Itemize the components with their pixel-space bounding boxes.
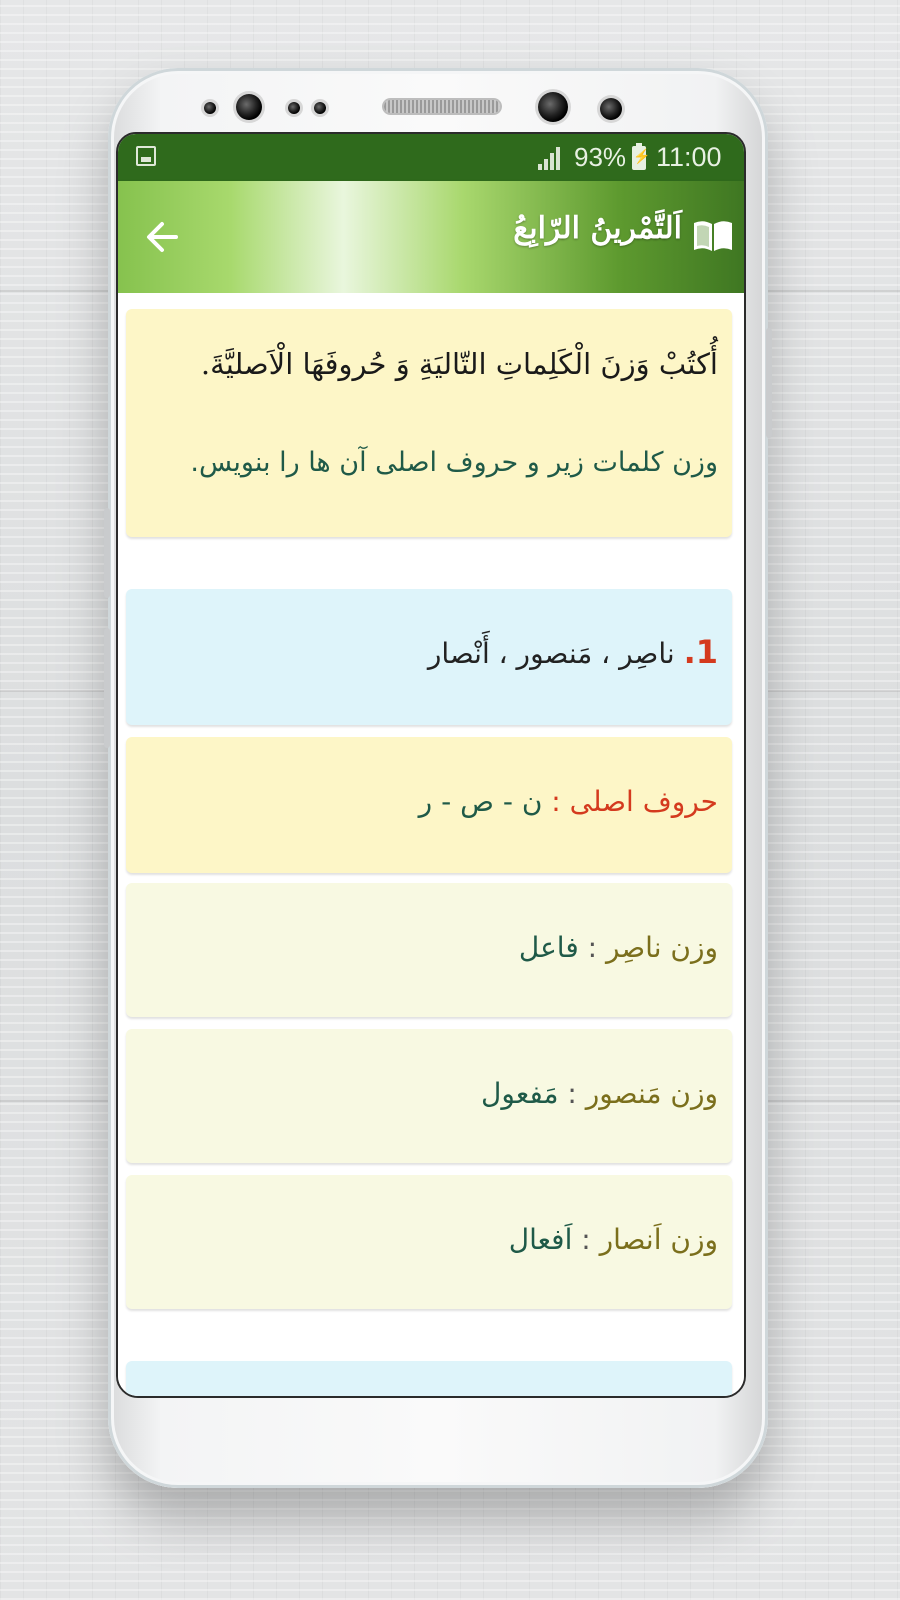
next-question-card[interactable] — [126, 1361, 732, 1398]
front-camera — [538, 92, 568, 122]
roots-answer-card[interactable] — [126, 737, 732, 873]
image-notification-icon — [136, 146, 156, 166]
arrow-left-icon — [142, 217, 182, 257]
bixby-button — [104, 628, 110, 748]
weight-line — [509, 1223, 718, 1256]
roots-separator: : — [542, 785, 570, 818]
instruction-persian: وزن کلمات زیر و حروف اصلی آن ها را بنویس. — [190, 447, 718, 478]
power-button — [766, 328, 772, 438]
iris-camera — [600, 98, 622, 120]
weight-line — [519, 931, 718, 964]
exercise-content — [118, 293, 744, 1396]
light-sensor — [288, 102, 300, 114]
weight-separator: : — [572, 1223, 600, 1256]
question-card[interactable] — [126, 589, 732, 725]
battery-percent: 93% — [574, 142, 627, 172]
weight-answer-card[interactable] — [126, 1029, 732, 1163]
status-bar — [118, 134, 744, 181]
weight-answer-card[interactable] — [126, 1175, 732, 1309]
question-number: 1. — [683, 633, 718, 671]
app-bar — [118, 181, 744, 293]
battery-charging-icon — [632, 146, 646, 170]
back-button[interactable] — [142, 217, 182, 257]
proximity-sensor — [204, 102, 216, 114]
volume-button — [104, 508, 110, 598]
book-icon — [692, 219, 734, 253]
instruction-card — [126, 309, 732, 537]
instruction-arabic: أُكتُبْ وَزنَ الْكَلِماتِ التّالیَةِ وَ حُروفَهَا الْاَصلیَّةَ. — [200, 347, 718, 381]
iris-sensor — [236, 94, 262, 120]
weight-label: وزن ناصِر — [605, 931, 718, 964]
roots-value: ن - ص - ر — [418, 785, 543, 818]
phone-frame — [108, 68, 768, 1488]
weight-value: اَفعال — [508, 1223, 573, 1256]
weight-value: مَفعول — [481, 1077, 559, 1110]
weight-label: وزن مَنصور — [585, 1077, 718, 1110]
status-clock: 11:00 — [656, 142, 722, 172]
page-title: اَلتَّمْرینُ الرّابِعُ — [513, 211, 682, 246]
weight-separator: : — [578, 931, 606, 964]
phone-screen — [116, 132, 746, 1398]
roots-label: حروف اصلی — [569, 785, 718, 818]
weight-value: فاعل — [518, 931, 579, 964]
weight-separator: : — [558, 1077, 586, 1110]
weight-label: وزن اَنصار — [599, 1223, 718, 1256]
roots-line — [419, 785, 718, 818]
earpiece-speaker — [384, 100, 500, 113]
led-sensor — [314, 102, 326, 114]
question-words: ناصِر ، مَنصور ، أَنْصار — [427, 637, 675, 670]
weight-line — [481, 1077, 718, 1110]
question-line — [428, 633, 718, 671]
weight-answer-card[interactable] — [126, 883, 732, 1017]
signal-icon — [538, 146, 564, 170]
